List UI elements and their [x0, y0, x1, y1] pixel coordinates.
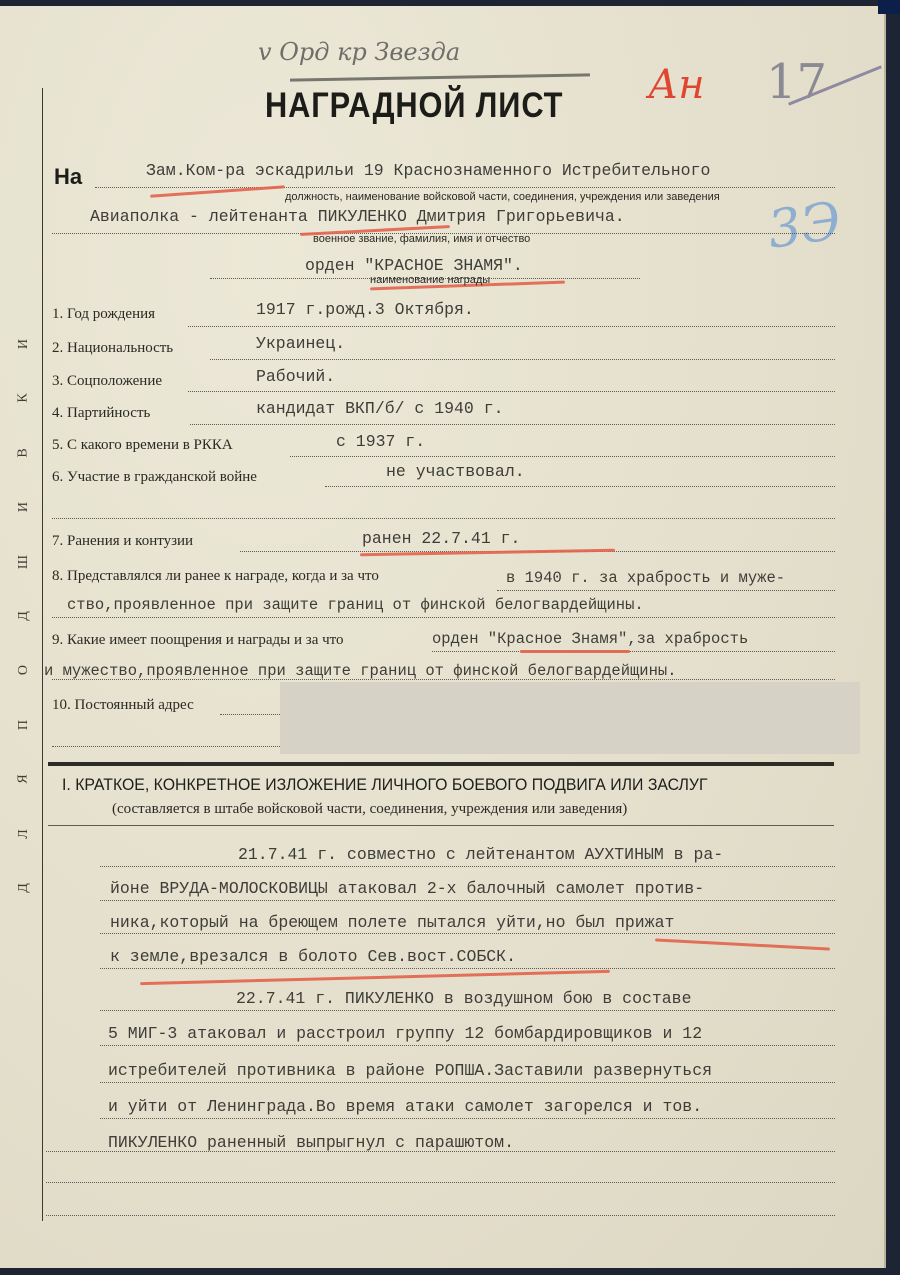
dotted-line — [220, 714, 280, 715]
section-divider-thin — [48, 825, 834, 826]
red-underline — [140, 970, 610, 985]
document-title: НАГРАДНОЙ ЛИСТ — [265, 86, 564, 125]
field-value-wounds: ранен 22.7.41 г. — [362, 529, 521, 548]
na-label: На — [54, 164, 83, 189]
dotted-line — [188, 391, 835, 392]
narrative-line: к земле,врезался в болото Сев.вост.СОБСК. — [110, 947, 516, 966]
margin-letter: Д — [16, 611, 31, 621]
dotted-line — [52, 518, 835, 519]
dotted-line — [100, 1045, 835, 1046]
narrative-line: истребителей противника в районе РОПША.Заставили развернуться — [108, 1061, 712, 1080]
narrative-line: ника,который на бреющем полете пытался уйти,но был прижат — [110, 913, 675, 932]
award-sheet-page — [0, 6, 886, 1268]
dotted-line — [100, 866, 835, 867]
field-label-birth-year: 1. Год рождения — [52, 306, 156, 322]
dotted-line — [210, 359, 835, 360]
narrative-line: 22.7.41 г. ПИКУЛЕНКО в воздушном бою в составе — [236, 989, 692, 1008]
dotted-line — [432, 651, 835, 652]
field-label-address: 10. Постоянный адрес — [52, 697, 194, 713]
field-value-previous-awards-nomination-cont: ство,проявленное при защите границ от финской белогвардейщины. — [67, 596, 644, 614]
field-value-decorations-cont: и мужество,проявленное при защите границ от финской белогвардейщины. — [44, 662, 677, 680]
red-underline — [655, 938, 830, 950]
narrative-line: 21.7.41 г. совместно с лейтенантом АУХТИНЫМ в ра- — [238, 845, 724, 864]
margin-letter: К — [16, 393, 31, 404]
dotted-line — [52, 617, 835, 618]
section-subheading: (составляется в штабе войсковой части, соединения, учреждения или заведения) — [112, 801, 628, 817]
margin-letter: Л — [16, 828, 31, 839]
dotted-line — [100, 968, 835, 969]
dotted-line — [190, 424, 835, 425]
dotted-line — [100, 933, 835, 934]
section-divider — [48, 762, 834, 766]
field-value-birth-year: 1917 г.рожд.3 Октября. — [256, 300, 474, 319]
field-value-nationality: Украинец. — [256, 334, 346, 353]
margin-letter: П — [16, 719, 31, 730]
dotted-line — [325, 486, 835, 487]
margin-letter: Д — [16, 883, 31, 893]
section-heading: I. КРАТКОЕ, КОНКРЕТНОЕ ИЗЛОЖЕНИЕ ЛИЧНОГО БОЕВОГО ПОДВИГА ИЛИ ЗАСЛУГ — [62, 776, 708, 794]
blue-pencil-mark: 3Э — [764, 191, 845, 261]
redacted-address — [280, 682, 860, 754]
dotted-line — [100, 1118, 835, 1119]
dotted-line — [95, 187, 835, 188]
dotted-line — [52, 679, 835, 680]
name-caption: военное звание, фамилия, имя и отчество — [313, 233, 531, 245]
field-value-previous-awards-nomination: в 1940 г. за храбрость и муже- — [506, 569, 786, 587]
position-line: Зам.Ком-ра эскадрильи 19 Краснознаменного Истребительного — [146, 161, 711, 180]
narrative-line: ПИКУЛЕНКО раненный выпрыгнул с парашютом. — [108, 1133, 514, 1152]
red-pencil-mark: Ан — [648, 62, 705, 108]
margin-letter: В — [16, 448, 31, 458]
field-label-wounds: 7. Ранения и контузии — [52, 533, 194, 549]
margin-letter: И — [16, 502, 31, 513]
margin-letter: И — [16, 338, 31, 350]
red-underline — [520, 650, 630, 653]
red-underline — [360, 549, 615, 556]
field-value-party: кандидат ВКП/б/ с 1940 г. — [256, 399, 504, 418]
position-caption: должность, наименование войсковой части, соединения, учреждения или заведения — [285, 191, 720, 203]
narrative-line: 5 МИГ-3 атаковал и расстроил группу 12 бомбардировщиков и 12 — [108, 1024, 703, 1043]
margin-letter: О — [16, 665, 31, 676]
dotted-line — [100, 1082, 835, 1083]
binding-margin-line — [42, 88, 43, 1221]
handwritten-award-note: v Орд кр Звезда — [258, 38, 461, 66]
narrative-line: и уйти от Ленинграда.Во время атаки самолет загорелся и тов. — [108, 1097, 703, 1116]
field-value-social-status: Рабочий. — [256, 367, 336, 386]
dotted-line — [100, 900, 835, 901]
field-label-previous-awards-nomination: 8. Представлялся ли ранее к награде, когда и за что — [52, 568, 379, 584]
field-label-nationality: 2. Национальность — [52, 340, 174, 356]
field-value-civil-war: не участвовал. — [386, 462, 525, 481]
dotted-line — [46, 1182, 835, 1183]
dotted-line — [290, 456, 835, 457]
field-label-civil-war: 6. Участие в гражданской войне — [52, 469, 257, 485]
scan-edge — [878, 0, 900, 14]
dotted-line — [52, 746, 280, 747]
field-label-social-status: 3. Соцположение — [52, 373, 163, 389]
dotted-line — [100, 1010, 835, 1011]
award-name: орден "КРАСНОЕ ЗНАМЯ". — [305, 256, 523, 275]
binding-margin-label — [12, 336, 36, 896]
award-caption: наименование награды — [370, 274, 491, 286]
field-label-party: 4. Партийность — [52, 405, 151, 421]
handwritten-underline — [290, 73, 590, 81]
field-label-decorations: 9. Какие имеет поощрения и награды и за что — [52, 632, 344, 648]
margin-letter: Я — [16, 774, 31, 784]
field-label-rkka-since: 5. С какого времени в РККА — [52, 437, 233, 453]
dotted-line — [497, 590, 835, 591]
narrative-line: йоне ВРУДА-МОЛОСКОВИЦЫ атаковал 2-х балочный самолет против- — [110, 879, 705, 898]
margin-letter: Ш — [16, 554, 31, 569]
pencil-sheet-number: 17 — [766, 54, 828, 110]
field-value-decorations: орден "Красное Знамя",за храбрость — [432, 630, 749, 648]
field-value-rkka-since: с 1937 г. — [336, 432, 426, 451]
dotted-line — [46, 1215, 835, 1216]
dotted-line — [188, 326, 835, 327]
name-line: Авиаполка - лейтенанта ПИКУЛЕНКО Дмитрия Григорьевича. — [90, 207, 625, 226]
dotted-line — [46, 1151, 835, 1152]
